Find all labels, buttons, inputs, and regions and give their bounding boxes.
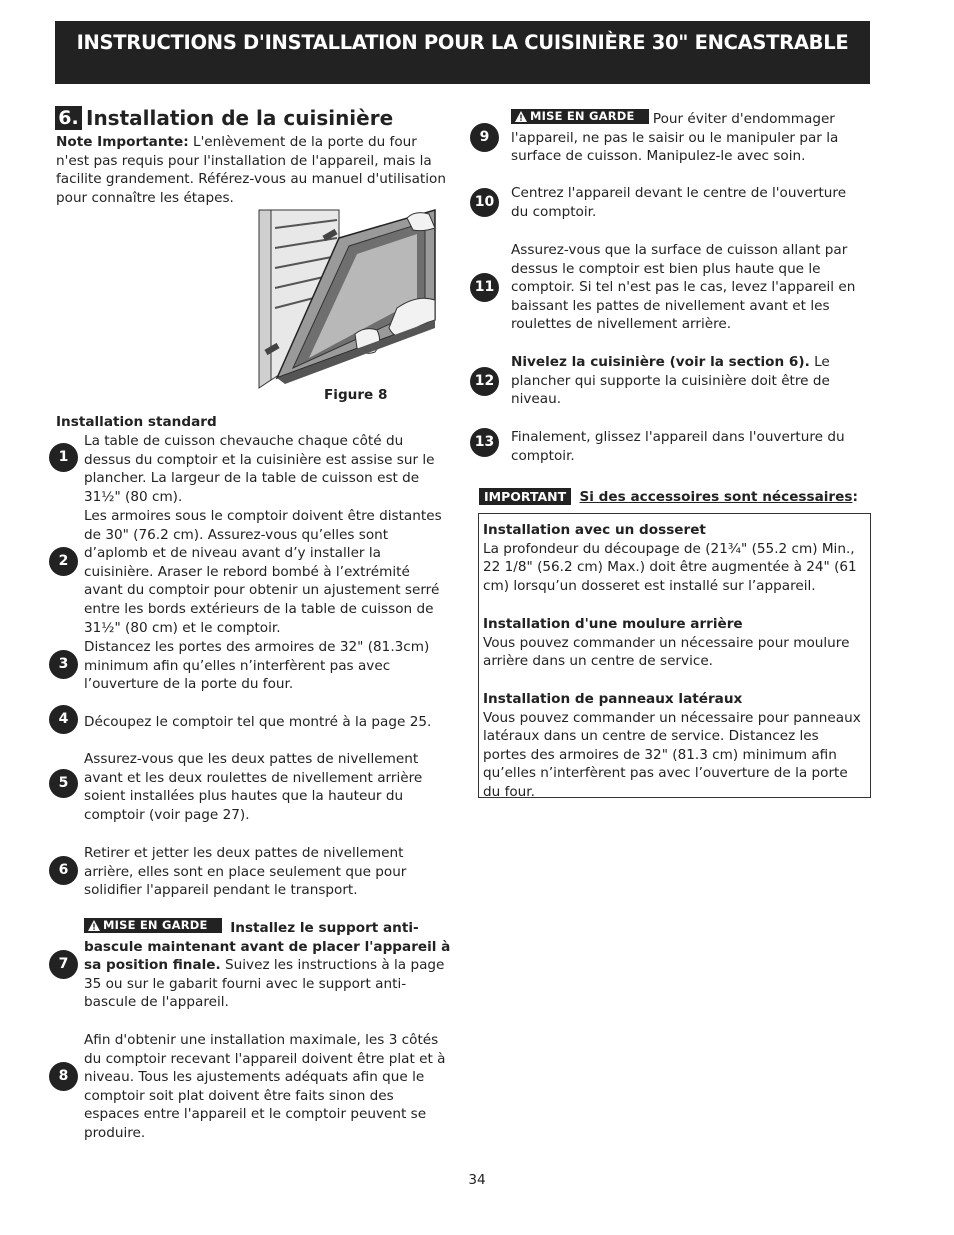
important-note <box>56 133 451 207</box>
accessory-side-panels: Installation de panneaux latéraux Vous pouvez commander un nécessaire pour panneaux latéraux dans un centre de service. Distancez les portes des armoires de 32" (81.3 cm) minimum afin qu’elles n’interfèrent pas avec l’ouverture de la porte du four. <box>483 691 861 800</box>
important-badge: IMPORTANT <box>479 488 571 505</box>
header-banner <box>55 21 870 84</box>
section-title: Installation de la cuisinière <box>86 105 394 130</box>
warning-triangle-icon <box>88 920 100 931</box>
page-header-title: INSTRUCTIONS D'INSTALLATION POUR LA CUISINIÈRE 30" ENCASTRABLE <box>76 31 849 55</box>
page-number: 34 <box>468 1172 486 1188</box>
step-badge-9: 9 <box>470 123 499 152</box>
step-badge-4: 4 <box>49 705 78 734</box>
step-badge-6: 6 <box>49 856 78 885</box>
section-heading <box>55 106 393 130</box>
accessory-backsplash: Installation avec un dosseret La profondeur du découpage de (21¾" (55.2 cm) Min., 22 1/8" (56.2 cm) Max.) doit être augmentée à 24" (61 cm) lorsqu’un dosseret est installé sur l’appareil. <box>483 522 857 594</box>
accessories-heading: IMPORTANT Si des accessoires sont nécessaires: <box>479 488 871 507</box>
accessory-rear-trim: Installation d'une moulure arrière Vous pouvez commander un nécessaire pour moulure arrière dans un centre de service. <box>483 616 850 670</box>
step-bold-text: Installez le support anti-bascule maintenant avant de placer l'appareil à sa position finale. <box>84 920 451 974</box>
step-text: Centrez l'appareil devant le centre de l'ouverture du comptoir. <box>511 185 847 220</box>
step-text: Distancez les portes des armoires de 32" (81.3cm) minimum afin qu’elles n’interfèrent pas avec l’ouverture de la porte du four. <box>84 639 430 693</box>
step-11 <box>511 241 861 334</box>
step-badge-12: 12 <box>470 367 499 396</box>
figure-caption: Figure 8 <box>324 387 388 403</box>
step-7 <box>84 918 452 1012</box>
step-text: Les armoires sous le comptoir doivent être distantes de 30" (76.2 cm). Assurez-vous qu’elles sont d’aplomb et de niveau avant d’y installer la cuisinière. Araser le rebord bombé à l’extrémité avant du comptoir pour obtenir un ajustement serré entre les bords extérieurs de la table de cuisson de 31½" (80 cm) et le comptoir. <box>84 508 442 636</box>
step-text: La table de cuisson chevauche chaque côté du dessus du comptoir et la cuisinière est assise sur le plancher. La largeur de la table de cuisson est de 31½" (80 cm). <box>84 433 435 505</box>
step-1 <box>84 432 452 506</box>
step-bold-text: Nivelez la cuisinière (voir la section 6). <box>511 354 810 370</box>
warning-label: MISE EN GARDE <box>84 918 222 933</box>
accessories-title: Si des accessoires sont nécessaires <box>579 489 853 505</box>
step-badge-13: 13 <box>470 428 499 457</box>
step-badge-8: 8 <box>49 1062 78 1091</box>
step-text: Le plancher qui supporte la cuisinière doit être de niveau. <box>511 354 830 408</box>
step-text: Découpez le comptoir tel que montré à la page 25. <box>84 714 432 730</box>
warning-triangle-icon <box>515 111 527 122</box>
oven-door-removal-illustration <box>257 208 437 390</box>
step-3 <box>84 638 452 694</box>
step-badge-10: 10 <box>470 188 499 217</box>
step-text: Assurez-vous que la surface de cuisson allant par dessus le comptoir est bien plus haute que le comptoir. Si tel n'est pas le cas, levez l'appareil en baissant les pattes de nivellement avant et les roulettes de nivellement arrière. <box>511 242 856 333</box>
step-text: Assurez-vous que les deux pattes de nivellement avant et les deux roulettes de nivellement arrière soient installées plus hautes que la hauteur du comptoir (voir page 27). <box>84 751 423 823</box>
step-badge-3: 3 <box>49 650 78 679</box>
warning-label: MISE EN GARDE <box>511 109 649 124</box>
step-5 <box>84 750 452 824</box>
step-badge-11: 11 <box>470 273 499 302</box>
step-12 <box>511 353 861 409</box>
step-badge-5: 5 <box>49 769 78 798</box>
standard-installation-heading: Installation standard <box>56 414 217 430</box>
step-4 <box>84 713 452 732</box>
step-2 <box>84 507 452 637</box>
step-text: Pour éviter d'endommager l'appareil, ne pas le saisir ou le manipuler par la surface de cuisson. Manipulez-le avec soin. <box>511 111 839 165</box>
step-badge-2: 2 <box>49 547 78 576</box>
step-badge-1: 1 <box>49 443 78 472</box>
step-badge-7: 7 <box>49 950 78 979</box>
step-13 <box>511 428 861 465</box>
step-text: Suivez les instructions à la page 35 ou sur le gabarit fourni avec le support anti-bascule de l'appareil. <box>84 957 445 1011</box>
step-text: Finalement, glissez l'appareil dans l'ouverture du comptoir. <box>511 429 845 464</box>
accessories-box <box>478 513 871 798</box>
step-text: Afin d'obtenir une installation maximale, les 3 côtés du comptoir recevant l'appareil doivent être plat et à niveau. Tous les ajustements adéquats afin que le comptoir soit plat doivent être faits sinon des espaces entre l'appareil et le comptoir peuvent se produire. <box>84 1032 446 1141</box>
step-text: Retirer et jetter les deux pattes de nivellement arrière, elles sont en place seulement que pour solidifier l'appareil pendant le transport. <box>84 845 407 899</box>
step-9 <box>511 109 861 166</box>
step-8 <box>84 1031 452 1143</box>
note-label: Note Importante: <box>56 134 189 150</box>
step-6 <box>84 844 452 900</box>
section-number: 6. <box>55 106 82 130</box>
step-10 <box>511 184 861 221</box>
note-text: L'enlèvement de la porte du four n'est pas requis pour l'installation de l'appareil, mais la facilite grandement. Référez-vous au manuel d'utilisation pour connaître les étapes. <box>56 134 446 206</box>
